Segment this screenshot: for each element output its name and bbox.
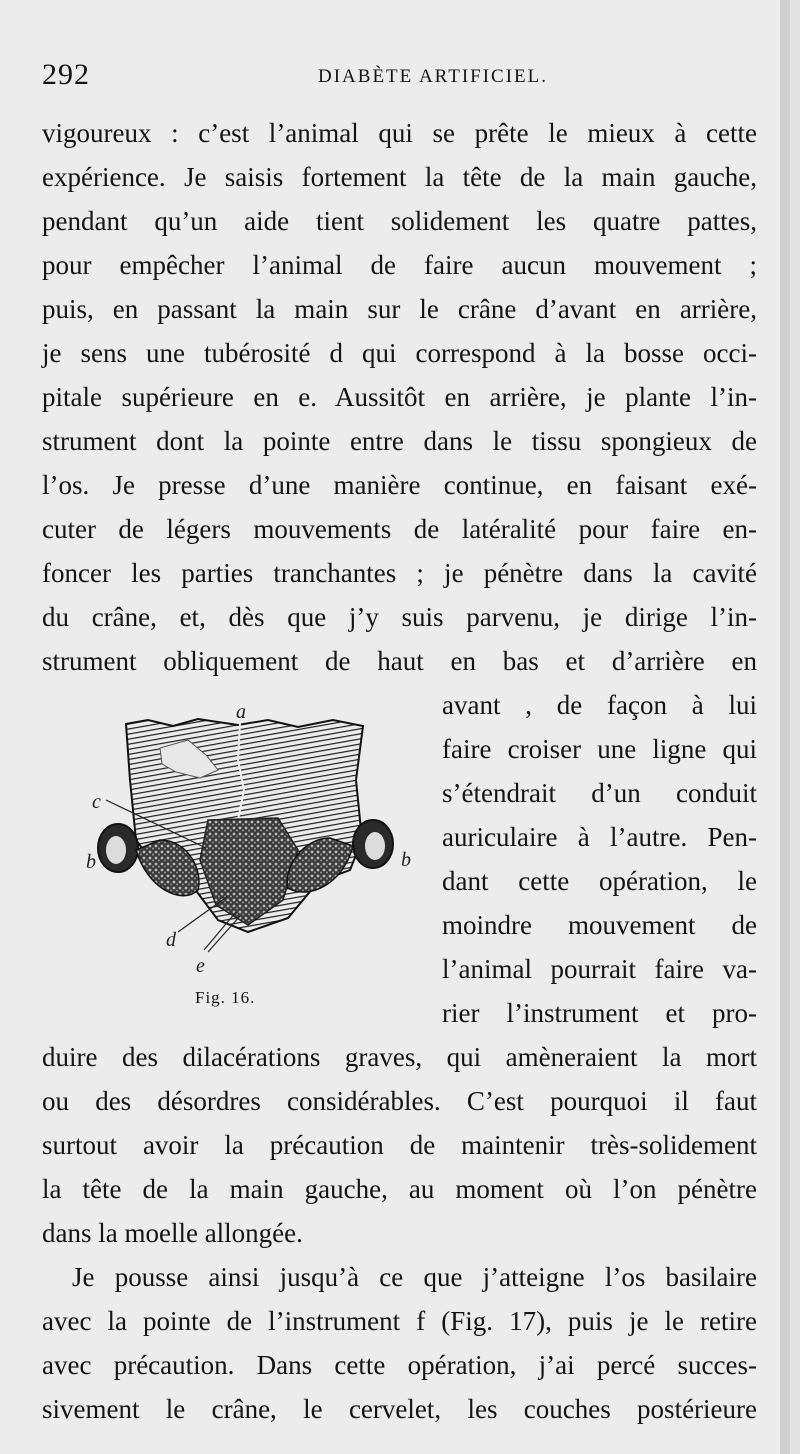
page-number: 292 bbox=[42, 58, 90, 91]
text-line: strument dont la pointe entre dans le tissu spongieux de bbox=[42, 426, 757, 456]
page-header bbox=[42, 58, 762, 98]
figure-label-b-left: b bbox=[86, 851, 96, 873]
text-line: pendant qu’un aide tient solidement les quatre pattes, bbox=[42, 206, 757, 236]
text-line: pour empêcher l’animal de faire aucun mouvement ; bbox=[42, 250, 757, 280]
text-line: cuter de légers mouvements de latéralité pour faire en- bbox=[42, 514, 757, 544]
text-line: faire croiser une ligne qui bbox=[442, 734, 757, 764]
text-line: moindre mouvement de bbox=[442, 910, 757, 940]
text-line: avec précaution. Dans cette opération, j’ai percé succes- bbox=[42, 1350, 757, 1380]
text-line: foncer les parties tranchantes ; je pénètre dans la cavité bbox=[42, 558, 757, 588]
figure-label-b-right: b bbox=[401, 849, 411, 871]
page-edge bbox=[780, 0, 790, 1454]
text-line: duire des dilacérations graves, qui amèneraient la mort bbox=[42, 1042, 757, 1072]
text-line: l’os. Je presse d’une manière continue, en faisant exé- bbox=[42, 470, 757, 500]
text-line: expérience. Je saisis fortement la tête de la main gauche, bbox=[42, 162, 757, 192]
text-line: l’animal pourrait faire va- bbox=[442, 954, 757, 984]
text-line: sivement le crâne, le cervelet, les couches postérieure bbox=[42, 1394, 757, 1424]
text-line: dans la moelle allongée. bbox=[42, 1218, 303, 1248]
text-line: la tête de la main gauche, au moment où l’on pénètre bbox=[42, 1174, 757, 1204]
text-line: surtout avoir la précaution de maintenir très-solidement bbox=[42, 1130, 757, 1160]
text-line: du crâne, et, dès que j’y suis parvenu, je dirige l’in- bbox=[42, 602, 757, 632]
text-line: avant , de façon à lui bbox=[442, 690, 757, 720]
text-line: puis, en passant la main sur le crâne d’avant en arrière, bbox=[42, 294, 757, 324]
running-title: DIABÈTE ARTIFICIEL. bbox=[318, 66, 549, 87]
skull-drawing bbox=[88, 700, 418, 990]
figure-caption: Fig. 16. bbox=[195, 988, 256, 1007]
figure-label-c: c bbox=[92, 791, 101, 813]
text-line: Je pousse ainsi jusqu’à ce que j’atteigne l’os basilaire bbox=[72, 1262, 757, 1292]
text-line: rier l’instrument et pro- bbox=[442, 998, 757, 1028]
figure-label-e: e bbox=[196, 955, 205, 977]
figure-label-d: d bbox=[166, 929, 176, 951]
text-line: vigoureux : c’est l’animal qui se prête le mieux à cette bbox=[42, 118, 757, 148]
text-line: s’étendrait d’un conduit bbox=[442, 778, 757, 808]
text-line: avec la pointe de l’instrument f (Fig. 17), puis je le retire bbox=[42, 1306, 757, 1336]
text-line: auriculaire à l’autre. Pen- bbox=[442, 822, 757, 852]
text-line: je sens une tubérosité d qui correspond à la bosse occi- bbox=[42, 338, 757, 368]
text-line: ou des désordres considérables. C’est pourquoi il faut bbox=[42, 1086, 757, 1116]
text-line: pitale supérieure en e. Aussitôt en arrière, je plante l’in- bbox=[42, 382, 757, 412]
text-line: dant cette opération, le bbox=[442, 866, 757, 896]
skull-illustration bbox=[88, 700, 418, 1010]
text-line: strument obliquement de haut en bas et d’arrière en bbox=[42, 646, 757, 676]
figure-label-a: a bbox=[236, 701, 246, 723]
